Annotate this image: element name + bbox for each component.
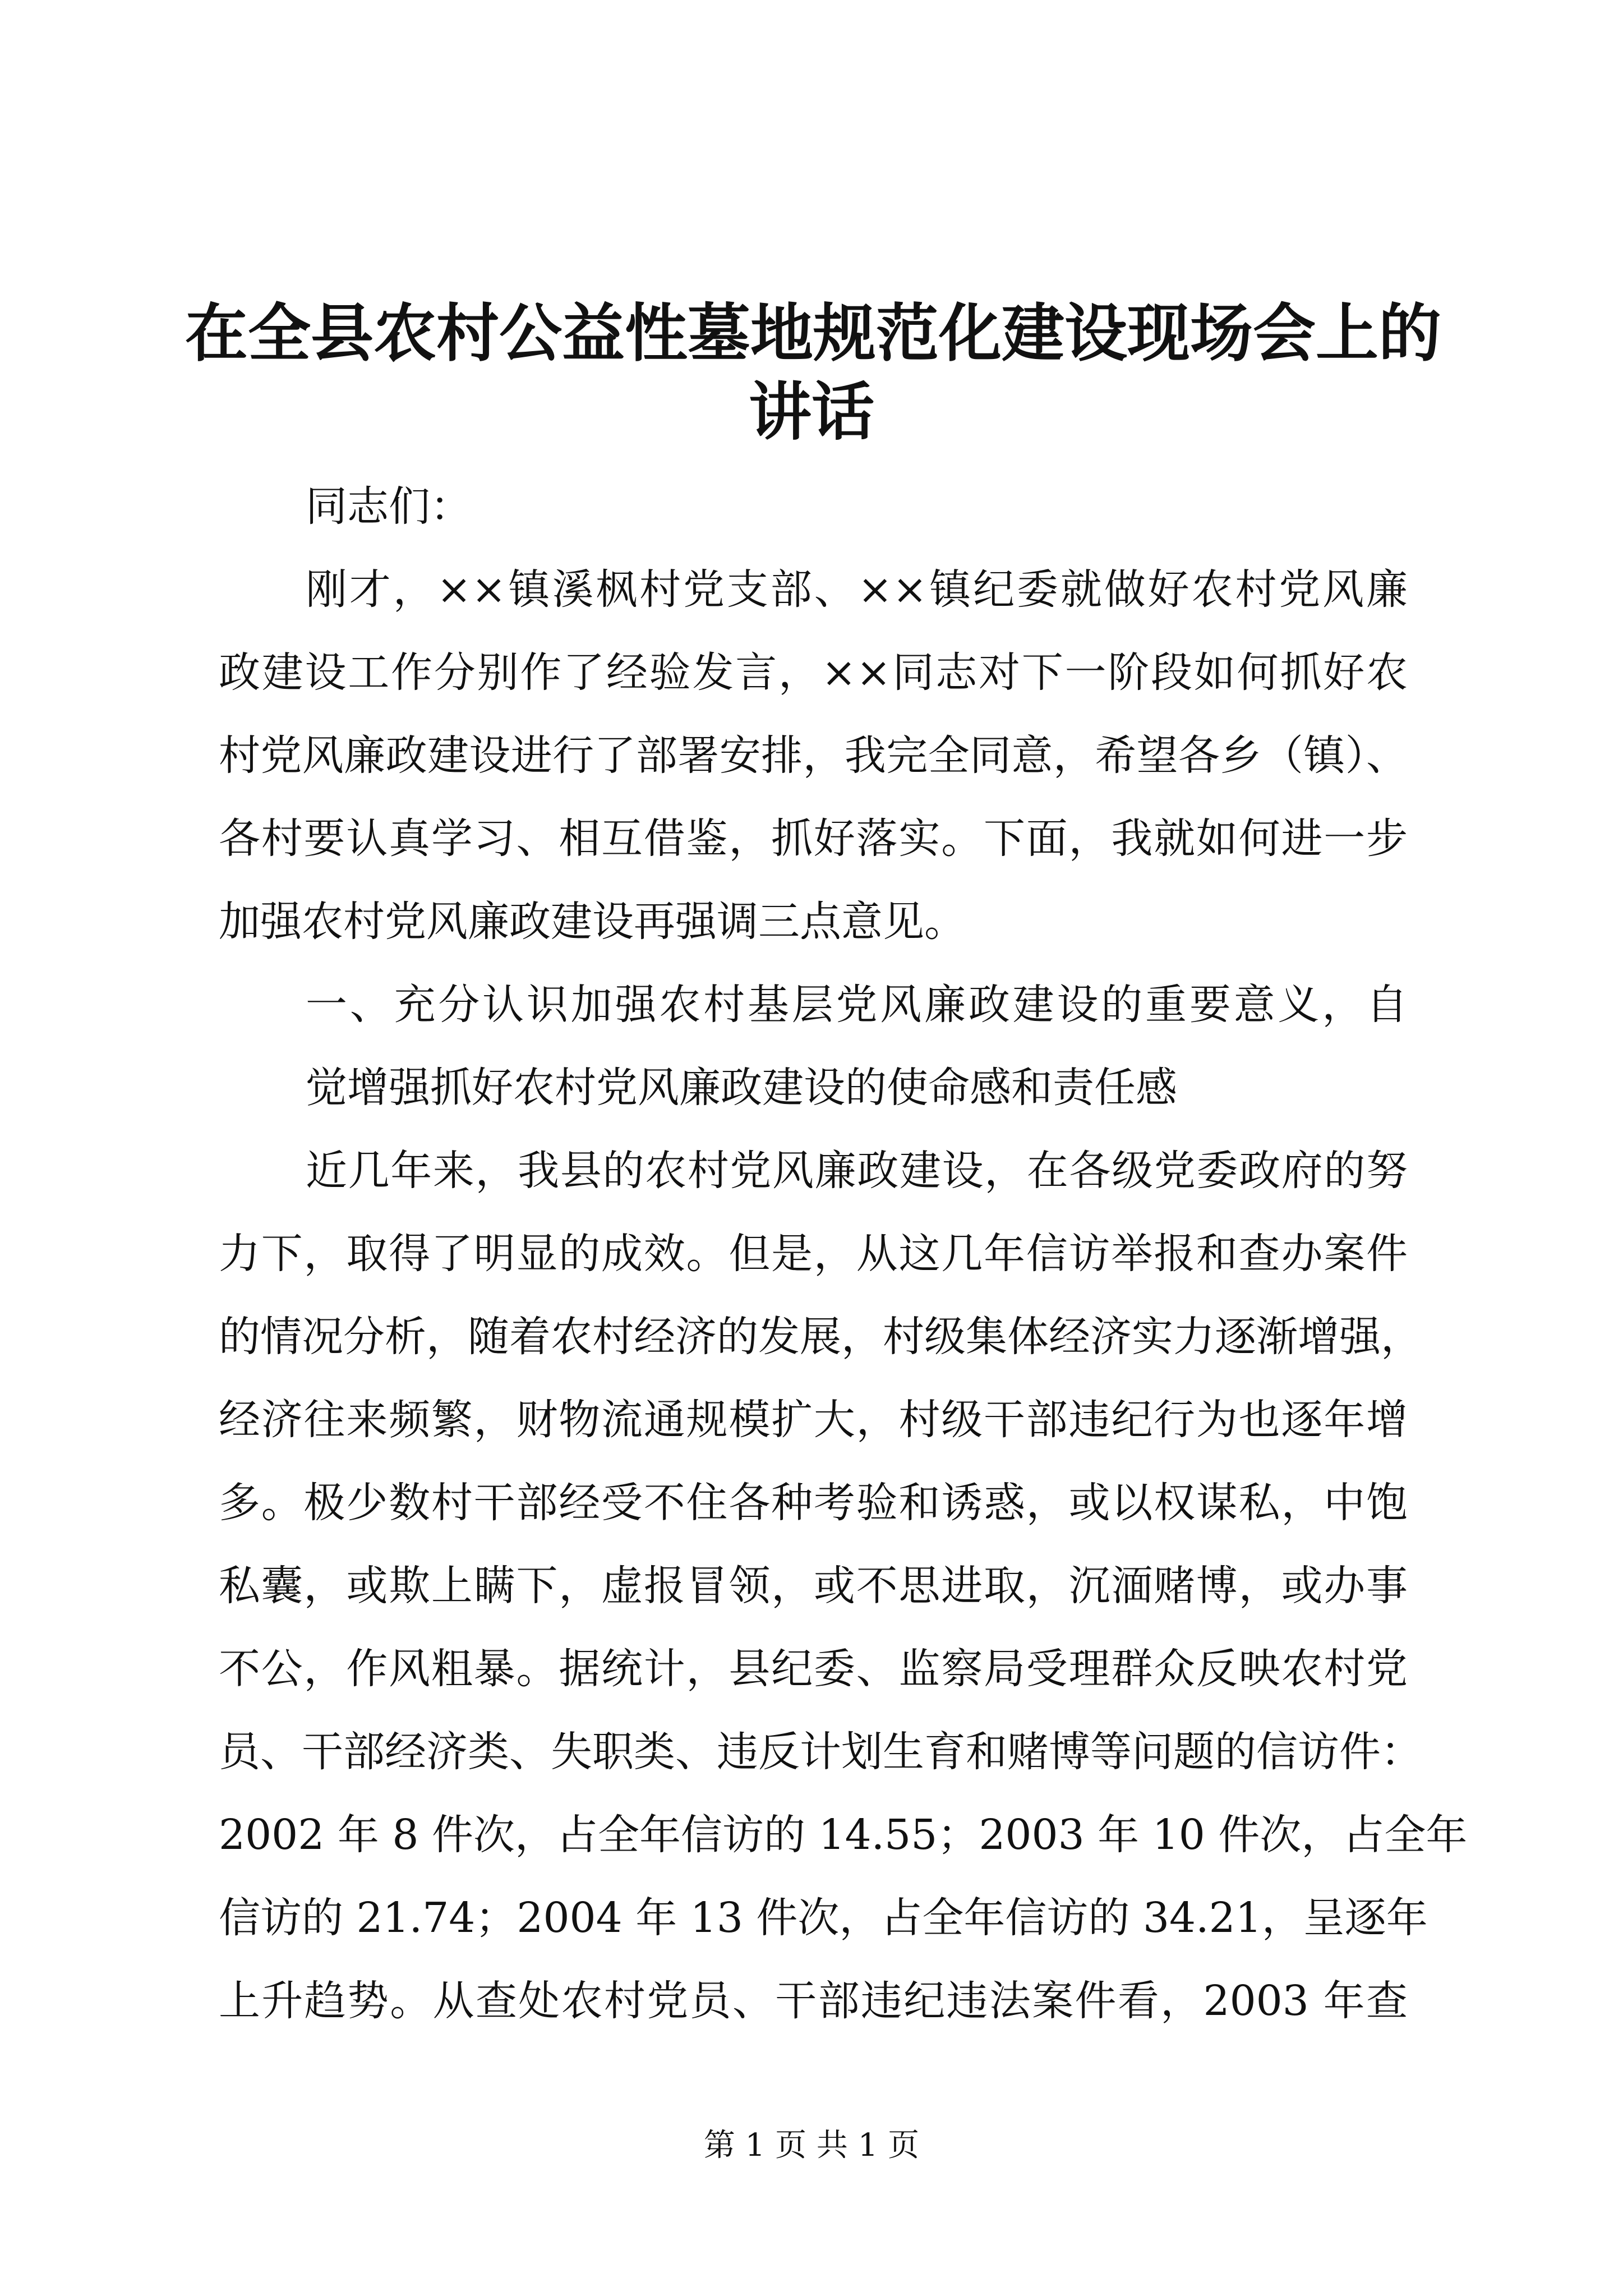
document-title-line-1: 在全县农村公益性墓地规范化建设现场会上的	[185, 297, 1441, 370]
paragraph-2-line-3: 的情况分析，随着农村经济的发展，村级集体经济实力逐渐增强，	[219, 1313, 1422, 1361]
paragraph-2-line-10: 信访的 21.74；2004 年 13 件次，占全年信访的 34.21，呈逐年	[219, 1894, 1428, 1942]
section-heading-1-line-2: 觉增强抓好农村党风廉政建设的使命感和责任感	[306, 1064, 1177, 1112]
paragraph-2-line-9: 2002 年 8 件次，占全年信访的 14.55；2003 年 10 件次，占全年	[219, 1811, 1468, 1859]
paragraph-2-line-2: 力下，取得了明显的成效。但是，从这几年信访举报和查办案件	[219, 1230, 1408, 1278]
paragraph-2-line-7: 不公，作风粗暴。据统计，县纪委、监察局受理群众反映农村党	[219, 1645, 1408, 1693]
paragraph-2-line-8: 员、干部经济类、失职类、违反计划生育和赌博等问题的信访件：	[219, 1728, 1422, 1776]
paragraph-2-line-6: 私囊，或欺上瞒下，虚报冒领，或不思进取，沉湎赌博，或办事	[219, 1562, 1408, 1610]
paragraph-1-line-3: 村党风廉政建设进行了部署安排，我完全同意，希望各乡（镇）、	[219, 731, 1408, 780]
page-footer: 第 1 页 共 1 页	[703, 2127, 920, 2164]
paragraph-1-line-5: 加强农村党风廉政建设再强调三点意见。	[219, 898, 966, 946]
paragraph-2-line-11: 上升趋势。从查处农村党员、干部违纪违法案件看，2003 年查	[219, 1977, 1408, 2025]
salutation: 同志们：	[306, 482, 472, 531]
paragraph-1-line-1: 刚才，××镇溪枫村党支部、××镇纪委就做好农村党风廉	[306, 565, 1408, 614]
paragraph-1-line-2: 政建设工作分别作了经验发言，××同志对下一阶段如何抓好农	[219, 648, 1408, 697]
paragraph-2-line-1: 近几年来，我县的农村党风廉政建设，在各级党委政府的努	[306, 1147, 1408, 1195]
paragraph-1-line-4: 各村要认真学习、相互借鉴，抓好落实。下面，我就如何进一步	[219, 815, 1408, 863]
document-title-line-2: 讲话	[749, 375, 874, 449]
paragraph-2-line-4: 经济往来频繁，财物流通规模扩大，村级干部违纪行为也逐年增	[219, 1396, 1408, 1444]
paragraph-2-line-5: 多。极少数村干部经受不住各种考验和诱惑，或以权谋私，中饱	[219, 1479, 1408, 1527]
section-heading-1-line-1: 一、充分认识加强农村基层党风廉政建设的重要意义，自	[306, 981, 1408, 1029]
